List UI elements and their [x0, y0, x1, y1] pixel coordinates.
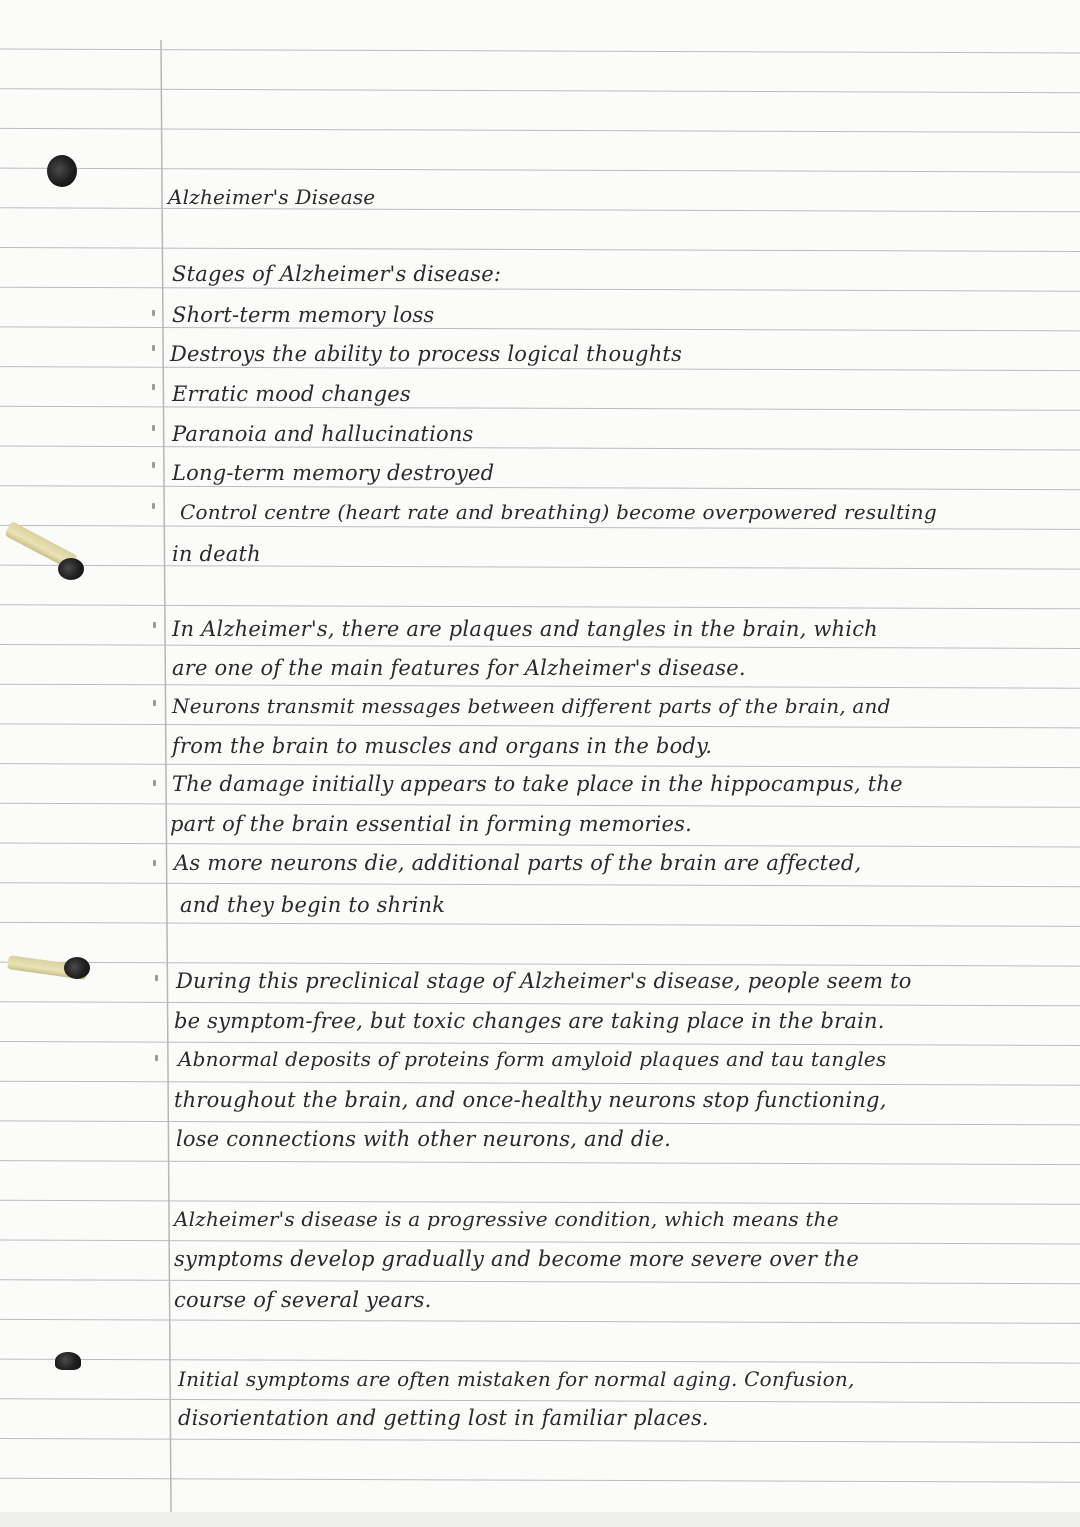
ruled-line	[0, 922, 1080, 926]
paragraph-line: part of the brain essential in forming memories.	[170, 812, 692, 836]
ruled-line	[0, 1439, 1080, 1443]
ruled-line	[0, 406, 1080, 410]
stage-item: Control centre (heart rate and breathing) become overpowered resulting	[180, 500, 937, 524]
ruled-line	[0, 1002, 1080, 1006]
bullet-mark	[152, 425, 155, 431]
paragraph-line: disorientation and getting lost in familiar places.	[178, 1406, 709, 1430]
paragraph-line: Initial symptoms are often mistaken for normal aging. Confusion,	[178, 1367, 855, 1391]
ruled-line	[0, 1121, 1080, 1125]
ruled-line	[0, 367, 1080, 371]
ruled-line	[0, 883, 1080, 887]
bullet-mark	[155, 975, 158, 981]
ruled-line	[0, 803, 1080, 807]
ruled-line	[0, 1319, 1080, 1323]
ruled-line	[0, 565, 1080, 569]
paragraph-line: In Alzheimer's, there are plaques and tangles in the brain, which	[172, 617, 878, 641]
paragraph-line: and they begin to shrink	[180, 893, 446, 917]
paragraph-line: lose connections with other neurons, and die.	[176, 1127, 671, 1151]
bullet-mark	[153, 860, 156, 866]
bullet-mark	[152, 345, 155, 351]
paragraph-line: are one of the main features for Alzheimer's disease.	[172, 656, 746, 680]
ruled-line	[0, 1042, 1080, 1046]
stages-heading: Stages of Alzheimer's disease:	[172, 262, 502, 286]
stage-item: Long-term memory destroyed	[172, 461, 495, 485]
margin-line	[161, 40, 171, 1512]
ruled-line	[0, 1200, 1080, 1204]
bullet-mark	[152, 384, 155, 390]
ruled-line	[0, 684, 1080, 688]
punch-hole-bottom	[55, 1352, 81, 1370]
paragraph-line: course of several years.	[174, 1288, 432, 1312]
ruled-line	[0, 1081, 1080, 1085]
paragraph-line: from the brain to muscles and organs in the body.	[172, 734, 713, 758]
stage-item: Destroys the ability to process logical thoughts	[170, 342, 683, 366]
ruled-line	[0, 1478, 1080, 1482]
stage-item: Paranoia and hallucinations	[172, 422, 474, 446]
ruled-line	[0, 446, 1080, 450]
paragraph-line: Abnormal deposits of proteins form amyloid plaques and tau tangles	[178, 1047, 887, 1071]
ruled-line	[0, 525, 1080, 529]
ruled-line	[0, 1240, 1080, 1244]
stage-item: Erratic mood changes	[172, 382, 411, 406]
punch-hole-top	[47, 155, 77, 187]
stage-item-continued: in death	[172, 542, 261, 566]
paragraph-line: be symptom-free, but toxic changes are taking place in the brain.	[174, 1009, 885, 1033]
paragraph-line: Alzheimer's disease is a progressive condition, which means the	[174, 1207, 839, 1231]
ruled-line	[0, 962, 1080, 966]
paragraph-line: As more neurons die, additional parts of the brain are affected,	[174, 851, 862, 875]
ruled-line	[0, 1280, 1080, 1284]
page-title: Alzheimer's Disease	[168, 185, 376, 209]
ruled-line	[0, 605, 1080, 609]
paragraph-line: Neurons transmit messages between different parts of the brain, and	[172, 694, 891, 718]
ruled-line	[0, 1399, 1080, 1403]
bullet-mark	[153, 700, 156, 706]
bullet-mark	[155, 1055, 158, 1061]
bullet-mark	[152, 310, 155, 316]
bullet-mark	[152, 462, 155, 468]
paragraph-line: During this preclinical stage of Alzheimer's disease, people seem to	[176, 969, 912, 993]
ruled-line	[0, 327, 1080, 331]
ruled-line	[0, 49, 1080, 53]
ruled-line	[0, 1161, 1080, 1165]
paragraph-line: The damage initially appears to take place in the hippocampus, the	[172, 772, 903, 796]
page-bottom-edge	[0, 1512, 1080, 1527]
punch-hole-torn-2	[64, 957, 90, 979]
bullet-mark	[153, 780, 156, 786]
ruled-line	[0, 486, 1080, 490]
punch-hole-torn-1	[58, 558, 84, 580]
stage-item: Short-term memory loss	[172, 303, 435, 327]
ruled-line	[0, 645, 1080, 649]
paragraph-line: symptoms develop gradually and become more severe over the	[174, 1247, 859, 1271]
ruled-line	[0, 843, 1080, 847]
ruled-line	[0, 764, 1080, 768]
ruled-line	[0, 724, 1080, 728]
bullet-mark	[153, 622, 156, 628]
bullet-mark	[152, 503, 155, 509]
ruled-line	[0, 1359, 1080, 1363]
paragraph-line: throughout the brain, and once-healthy neurons stop functioning,	[174, 1088, 887, 1112]
